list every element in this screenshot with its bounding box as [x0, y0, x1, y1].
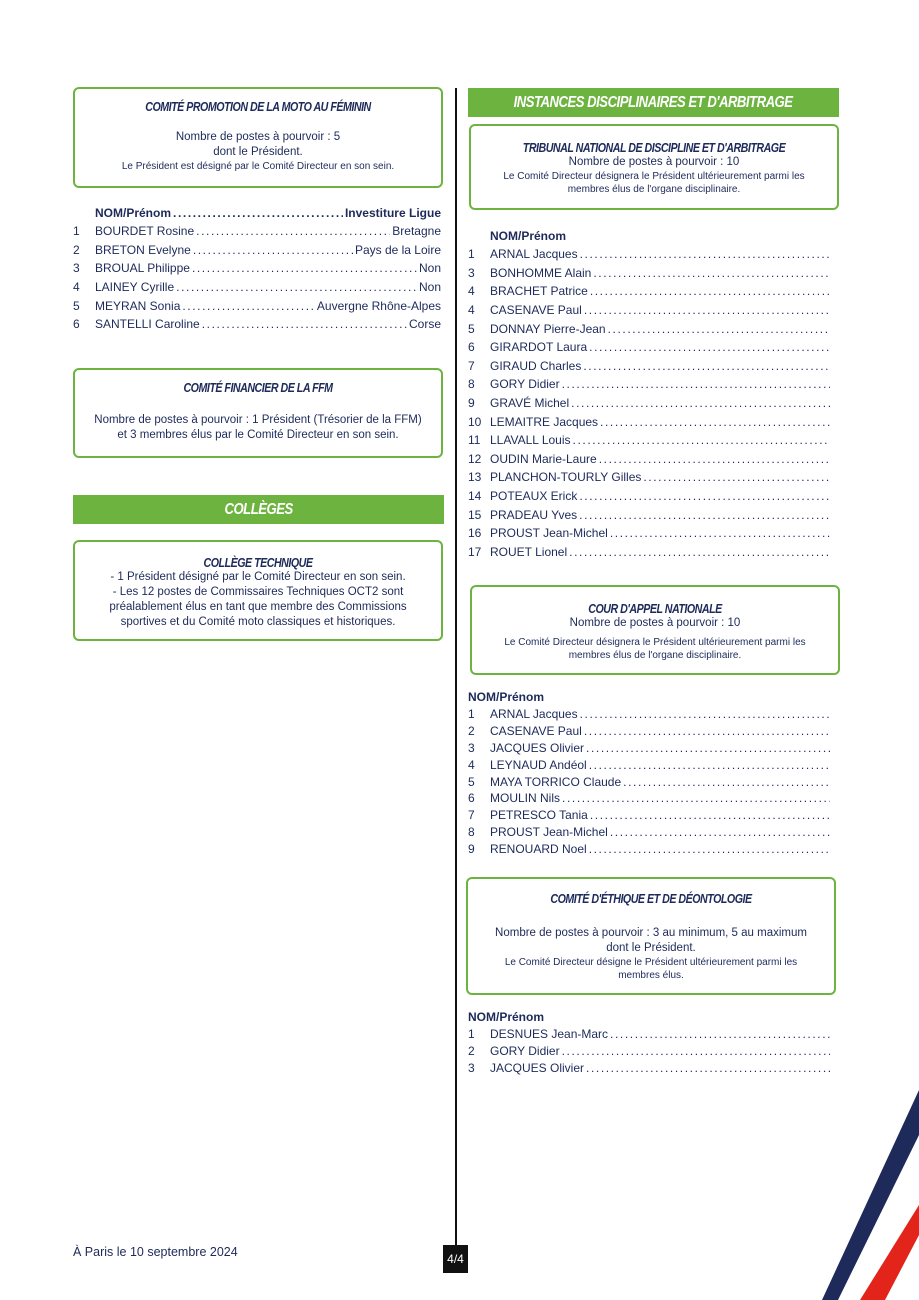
college-technique-title: COLLÈGE TECHNIQUE — [203, 555, 313, 570]
appel-note2: membres élus de l'organe disciplinaire. — [568, 650, 742, 661]
list-item: 8 PROUST Jean-Michel ..... — [468, 824, 832, 841]
list-item: 2 GORY Didier ..... — [468, 1043, 832, 1060]
list-item: 6 MOULIN Nils ..... — [468, 790, 832, 807]
financier-line1: Nombre de postes à pourvoir : 1 Président (Trésorier de la FFM) — [94, 414, 422, 426]
tribunal-box — [469, 124, 839, 210]
list-item: 3 JACQUES Olivier ..... — [468, 1060, 832, 1077]
ethique-line2: dont le Président. — [606, 942, 696, 954]
list-item: 2 BRETON Evelyne ..... Pays de la Loire — [73, 241, 441, 260]
appel-line1: Nombre de postes à pourvoir : 10 — [569, 617, 741, 629]
tribunal-note1: Le Comité Directeur désignera le Président ultérieurement parmi les — [503, 171, 805, 182]
list-item: 4 LAINEY Cyrille ..... Non — [73, 278, 441, 297]
list-item: 17 ROUET Lionel ..... — [468, 543, 832, 562]
list-item: 10 LEMAITRE Jacques ..... — [468, 412, 832, 431]
financier-title: COMITÉ FINANCIER DE LA FFM — [183, 380, 333, 395]
colleges-band-title: COLLÈGES — [224, 500, 293, 518]
list-item: 3 BROUAL Philippe ..... Non — [73, 259, 441, 278]
list-item: 15 PRADEAU Yves ..... — [468, 505, 832, 524]
college-technique-box — [73, 540, 443, 641]
promo-feminin-box — [73, 87, 443, 188]
list-item: 4 LEYNAUD Andéol ..... — [468, 756, 832, 773]
list-item: 1 ARNAL Jacques ..... — [468, 245, 832, 264]
promo-feminin-line1: Nombre de postes à pourvoir : 5 — [175, 131, 341, 143]
tribunal-note2: membres élus de l'organe disciplinaire. — [567, 184, 741, 195]
list-item: 9 GRAVÉ Michel ..... — [468, 394, 832, 413]
appel-list — [468, 688, 832, 857]
list-item: 1 ARNAL Jacques ..... — [468, 706, 832, 723]
college-technique-line1: - 1 Président désigné par le Comité Directeur en son sein. — [110, 571, 406, 583]
list-item: 11 LLAVALL Louis ..... — [468, 431, 832, 450]
instances-band-title: INSTANCES DISCIPLINAIRES ET D'ARBITRAGE — [514, 93, 793, 111]
promo-feminin-title: COMITÉ PROMOTION DE LA MOTO AU FÉMININ — [145, 99, 371, 114]
promo-feminin-note: Le Président est désigné par le Comité Directeur en son sein. — [121, 161, 395, 172]
colleges-band — [73, 495, 444, 524]
header-value: Investiture Ligue — [344, 206, 441, 220]
list-item: 1 BOURDET Rosine ..... Bretagne — [73, 222, 441, 241]
tribunal-title: TRIBUNAL NATIONAL DE DISCIPLINE ET D'ARBITRAGE — [522, 140, 786, 155]
list-item: 1 DESNUES Jean-Marc ..... — [468, 1026, 832, 1043]
list-item: 6 GIRARDOT Laura ..... — [468, 338, 832, 357]
list-item: 7 GIRAUD Charles ..... — [468, 357, 832, 376]
list-item: 6 SANTELLI Caroline ..... Corse — [73, 315, 441, 334]
financier-line2: et 3 membres élus par le Comité Directeur en son sein. — [117, 429, 399, 441]
list-item: 3 JACQUES Olivier ..... — [468, 740, 832, 757]
flag-stripes-decoration — [810, 1085, 919, 1300]
list-item: 8 GORY Didier ..... — [468, 375, 832, 394]
promo-feminin-list — [73, 204, 441, 334]
list-item: 4 BRACHET Patrice ..... — [468, 282, 832, 301]
flag-blue-stripe — [822, 1090, 919, 1300]
tribunal-list — [468, 227, 832, 561]
promo-feminin-list-header — [73, 204, 441, 222]
promo-feminin-line2: dont le Président. — [213, 146, 303, 158]
ethique-list — [468, 1008, 832, 1076]
list-item: 9 RENOUARD Noel ..... — [468, 840, 832, 857]
list-item: 3 BONHOMME Alain ..... — [468, 264, 832, 283]
tribunal-list-header: NOM/Prénom — [490, 229, 567, 243]
appel-title: COUR D'APPEL NATIONALE — [588, 601, 722, 616]
college-technique-line2: - Les 12 postes de Commissaires Techniques OCT2 sont — [112, 586, 404, 598]
list-item: 4 CASENAVE Paul ..... — [468, 301, 832, 320]
ethique-title: COMITÉ D'ÉTHIQUE ET DE DÉONTOLOGIE — [550, 891, 752, 906]
list-item: 7 PETRESCO Tania ..... — [468, 807, 832, 824]
instances-band — [468, 88, 839, 117]
footer-place-date: À Paris le 10 septembre 2024 — [73, 1245, 238, 1259]
ethique-box — [466, 877, 836, 995]
list-item: 5 DONNAY Pierre-Jean ..... — [468, 319, 832, 338]
list-item: 5 MEYRAN Sonia ..... Auvergne Rhône-Alpes — [73, 296, 441, 315]
column-divider — [455, 88, 457, 1270]
list-item: 2 CASENAVE Paul ..... — [468, 723, 832, 740]
list-item: 12 OUDIN Marie-Laure ..... — [468, 450, 832, 469]
financier-box — [73, 368, 443, 458]
college-technique-line4: sportives et du Comité moto classiques et historiques. — [120, 616, 396, 628]
appel-list-header: NOM/Prénom — [468, 690, 545, 704]
list-item: 14 POTEAUX Erick ..... — [468, 487, 832, 506]
ethique-list-header: NOM/Prénom — [468, 1010, 545, 1024]
ethique-line1: Nombre de postes à pourvoir : 3 au minimum, 5 au maximum — [495, 927, 807, 939]
appel-note1: Le Comité Directeur désignera le Président ultérieurement parmi les — [504, 637, 806, 648]
college-technique-line3: préalablement élus en tant que membre des Commissions — [109, 601, 407, 613]
list-item: 13 PLANCHON-TOURLY Gilles ..... — [468, 468, 832, 487]
page-number: 4/4 — [443, 1245, 468, 1273]
list-item: 16 PROUST Jean-Michel ..... — [468, 524, 832, 543]
header-name: NOM/Prénom — [95, 206, 172, 220]
ethique-note2: membres élus. — [618, 970, 684, 981]
tribunal-line1: Nombre de postes à pourvoir : 10 — [568, 156, 740, 168]
ethique-note1: Le Comité Directeur désigne le Président ultérieurement parmi les — [504, 957, 798, 968]
list-item: 5 MAYA TORRICO Claude ..... — [468, 773, 832, 790]
appel-box — [470, 585, 840, 675]
